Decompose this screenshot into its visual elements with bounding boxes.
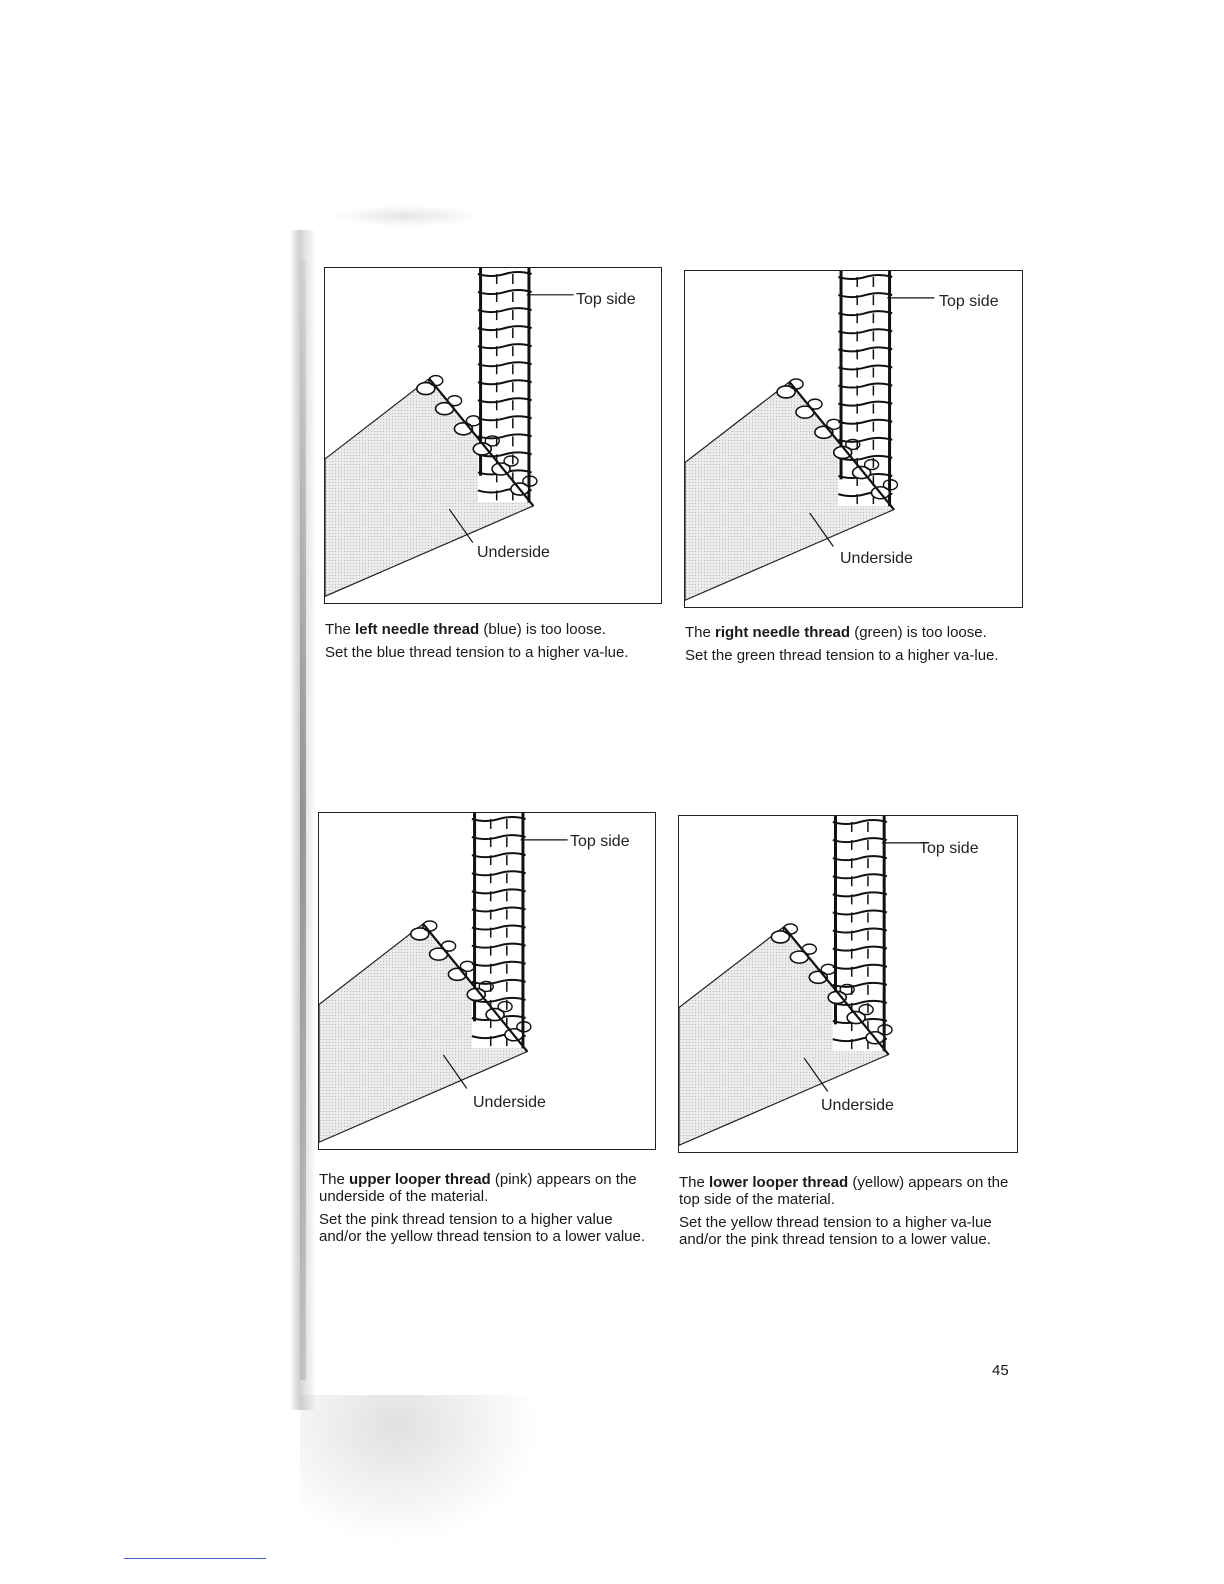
label-top-side: Top side — [939, 293, 999, 310]
caption-figure-4 — [679, 1174, 1019, 1254]
label-top-side: Top side — [570, 833, 630, 850]
label-top-side: Top side — [576, 291, 636, 308]
caption-instruction: Set the pink thread tension to a higher value and/or the yellow thread tension to a lower value. — [319, 1211, 646, 1245]
caption-figure-1 — [325, 621, 645, 667]
label-underside: Underside — [821, 1097, 894, 1114]
figure-lower-looper-top-side — [678, 815, 1018, 1153]
page-number: 45 — [992, 1362, 1009, 1379]
caption-figure-3 — [319, 1171, 659, 1251]
caption-instruction: Set the blue thread tension to a higher va-lue. — [325, 644, 629, 661]
caption-statement: The upper looper thread (pink) appears on the underside of the material. — [319, 1171, 637, 1205]
label-underside: Underside — [473, 1094, 546, 1111]
caption-instruction: Set the yellow thread tension to a higher va-lue and/or the pink thread tension to a lower value. — [679, 1214, 992, 1248]
thread-name: lower looper thread — [709, 1174, 849, 1191]
label-underside: Underside — [477, 544, 550, 561]
figure-left-needle-loose — [324, 267, 662, 604]
label-underside: Underside — [840, 550, 913, 567]
label-top-side: Top side — [919, 840, 979, 857]
footer-rule — [124, 1558, 266, 1559]
thread-name: left needle thread — [355, 621, 480, 638]
thread-name: right needle thread — [715, 624, 851, 641]
figure-upper-looper-underside — [318, 812, 656, 1150]
thread-name: upper looper thread — [349, 1171, 491, 1188]
caption-statement: The left needle thread (blue) is too loose. — [325, 621, 606, 638]
caption-figure-2 — [685, 624, 1020, 670]
figure-right-needle-loose — [684, 270, 1023, 608]
scan-smudge-top — [330, 205, 480, 227]
caption-statement: The right needle thread (green) is too loose. — [685, 624, 987, 641]
binding-edge — [300, 260, 306, 1380]
caption-instruction: Set the green thread tension to a higher va-lue. — [685, 647, 999, 664]
caption-statement: The lower looper thread (yellow) appears on the top side of the material. — [679, 1174, 1009, 1208]
scan-smudge-bottom — [300, 1395, 540, 1545]
